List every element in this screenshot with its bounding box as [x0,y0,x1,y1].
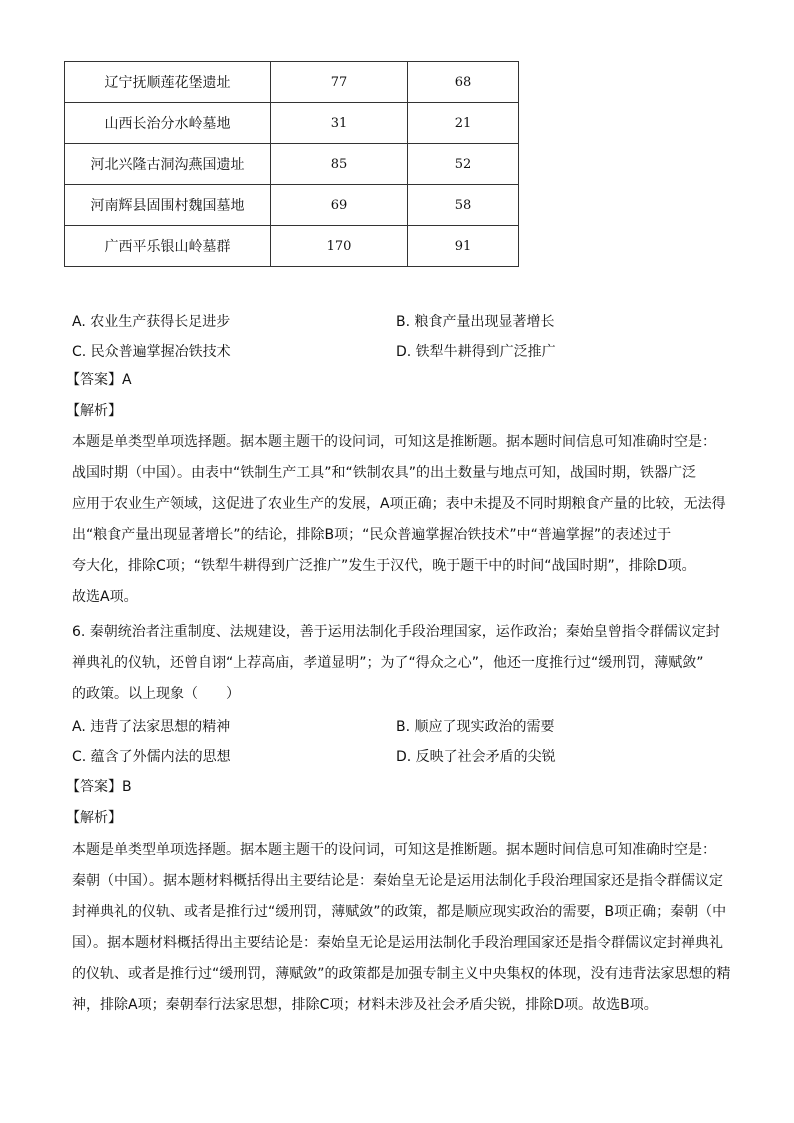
value-cell: 91 [408,226,519,267]
q6-analysis-line: 封禅典礼的仪轨、或者是推行过“缓刑罚，薄赋敛”的政策，都是顺应现实政治的需要，B项正确；秦朝（中 [72,904,727,920]
q5-analysis-line: 故选A项。 [72,589,138,605]
q5-analysis-line: 夸大化，排除C项；“铁犁牛耕得到广泛推广”发生于汉代，晚于题干中的时间“战国时期”，排除D项。 [72,558,696,574]
q6-stem-line: 的政策。以上现象（ ） [72,686,240,702]
table-row [65,62,519,103]
q6-analysis-line: 神，排除A项；秦朝奉行法家思想，排除C项；材料未涉及社会矛盾尖锐，排除D项。故选B项。 [72,997,658,1013]
site-cell: 河北兴隆古洞沟燕国遗址 [65,144,271,185]
q5-analysis-line: 应用于农业生产领域，这促进了农业生产的发展，A项正确；表中未提及不同时期粮食产量的比较，无法得 [72,496,726,512]
q5-option-b: B. 粮食产量出现显著增长 [396,314,555,330]
q5-option-c: C. 民众普遍掌握冶铁技术 [72,344,231,360]
site-cell: 山西长治分水岭墓地 [65,103,271,144]
q6-option-d: D. 反映了社会矛盾的尖锐 [396,749,556,765]
value-cell: 31 [271,103,408,144]
value-cell: 77 [271,62,408,103]
value-cell: 170 [271,226,408,267]
q6-option-b: B. 顺应了现实政治的需要 [396,719,555,735]
q6-options-row-2 [72,746,732,766]
q5-option-a: A. 农业生产获得长足进步 [72,314,231,330]
site-cell: 广西平乐银山岭墓群 [65,226,271,267]
value-cell: 58 [408,185,519,226]
value-cell: 69 [271,185,408,226]
q6-option-c: C. 蕴含了外儒内法的思想 [72,749,231,765]
q6-analysis-line: 本题是单类型单项选择题。据本题主题干的设问词，可知这是推断题。据本题时间信息可知准确时空是： [72,842,716,858]
value-cell: 21 [408,103,519,144]
site-cell: 辽宁抚顺莲花堡遗址 [65,62,271,103]
iron-tools-table [64,61,519,267]
q5-analysis-line: 出“粮食产量出现显著增长”的结论，排除B项；“民众普遍掌握冶铁技术”中“普遍掌握”的表述过于 [72,527,672,543]
q6-analysis-tag: 【解析】 [66,810,122,826]
q6-stem-line: 6. 秦朝统治者注重制度、法规建设，善于运用法制化手段治理国家，运作政治；秦始皇曾指令群儒议定封 [72,624,720,640]
q5-analysis-line: 战国时期（中国）。由表中“铁制生产工具”和“铁制农具”的出土数量与地点可知，战国时期，铁器广泛 [72,465,697,481]
q6-analysis-line: 国）。据本题材料概括得出主要结论是：秦始皇无论是运用法制化手段治理国家还是指令群儒议定封禅典礼 [72,935,723,951]
table-row [65,185,519,226]
q5-options-row-1 [72,311,732,331]
q5-option-d: D. 铁犁牛耕得到广泛推广 [396,344,556,360]
table-row [65,226,519,267]
value-cell: 52 [408,144,519,185]
q6-option-a: A. 违背了法家思想的精神 [72,719,231,735]
q6-analysis-line: 的仪轨、或者是推行过“缓刑罚，薄赋敛”的政策都是加强专制主义中央集权的体现，没有违背法家思想的精 [72,966,731,982]
q6-options-row-1 [72,716,732,736]
value-cell: 85 [271,144,408,185]
table-row [65,144,519,185]
q5-analysis-tag: 【解析】 [66,403,122,419]
q5-answer: 【答案】A [66,372,132,388]
q6-analysis-line: 秦朝（中国）。据本题材料概括得出主要结论是：秦始皇无论是运用法制化手段治理国家还是指令群儒议定 [72,873,723,889]
site-cell: 河南辉县固围村魏国墓地 [65,185,271,226]
q6-stem-line: 禅典礼的仪轨，还曾自诩“上荐高庙，孝道显明”；为了“得众之心”，他还一度推行过“缓刑罚，薄赋敛” [72,655,704,671]
q5-analysis-line: 本题是单类型单项选择题。据本题主题干的设问词，可知这是推断题。据本题时间信息可知准确时空是： [72,434,716,450]
value-cell: 68 [408,62,519,103]
q6-answer: 【答案】B [66,779,132,795]
table-row [65,103,519,144]
q5-options-row-2 [72,341,732,361]
